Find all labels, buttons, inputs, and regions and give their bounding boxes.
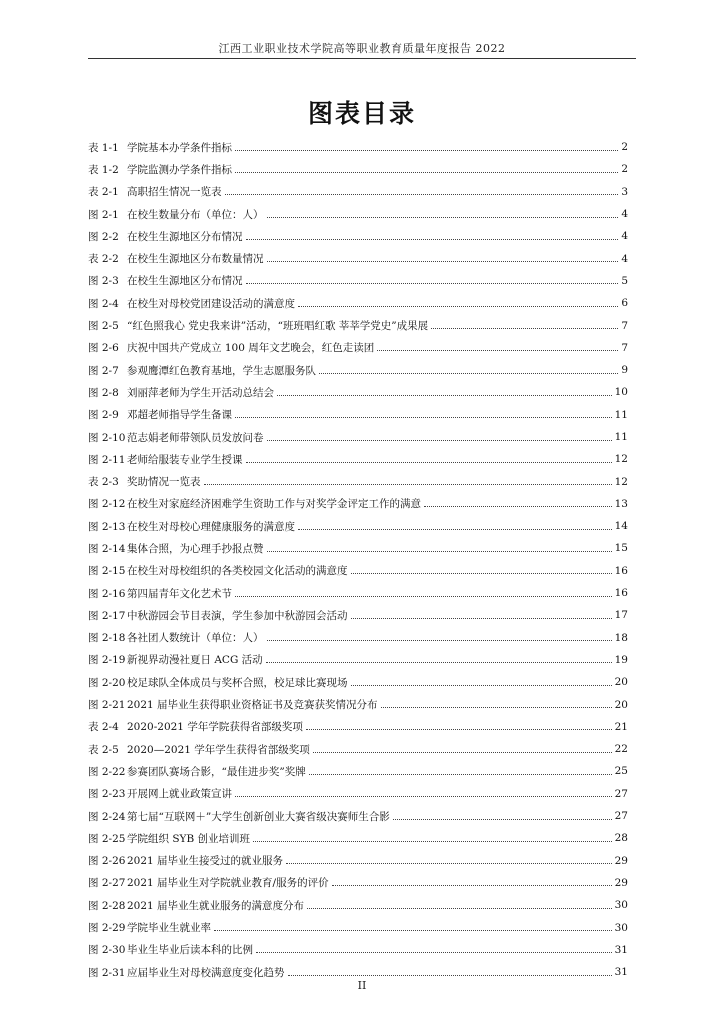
toc-entry-label: 图 2-2	[88, 230, 119, 243]
toc-entry-title: 应届毕业生对母校满意度变化趋势	[127, 966, 285, 979]
toc-dot-leader	[204, 484, 612, 485]
toc-entry-title: 集体合照，为心理手抄报点赞	[127, 542, 264, 555]
toc-entry-title: 2021 届毕业生就业服务的满意度分布	[127, 899, 305, 912]
toc-entry-page: 9	[621, 364, 628, 377]
toc-entry-page: 16	[614, 564, 628, 577]
toc-entry-page: 30	[614, 899, 628, 912]
toc-entry-page: 12	[614, 453, 628, 466]
toc-entry-title: 庆祝中国共产党成立 100 周年文艺晚会，红色走读团	[127, 342, 375, 355]
toc-entry-label: 图 2-18	[88, 632, 126, 645]
toc-entry-title: 2020—2021 学年学生获得省部级奖项	[127, 743, 310, 756]
toc-entry-title: 老师给服装专业学生授课	[127, 453, 243, 466]
toc-entry[interactable]	[88, 359, 628, 381]
toc-entry[interactable]	[88, 493, 628, 515]
toc-entry[interactable]	[88, 404, 628, 426]
header-rule	[88, 58, 636, 59]
toc-entry-page: 14	[614, 520, 628, 533]
toc-entry-label: 图 2-10	[88, 431, 126, 444]
toc-entry-label: 表 2-2	[88, 253, 119, 266]
toc-dot-leader	[214, 930, 612, 931]
toc-entry-page: 13	[614, 497, 628, 510]
toc-dot-leader	[225, 194, 619, 195]
toc-entry-page: 27	[614, 810, 628, 823]
toc-entry-label: 图 2-5	[88, 320, 119, 333]
toc-entry-title: 高职招生情况一览表	[127, 186, 222, 199]
toc-dot-leader	[351, 618, 612, 619]
toc-entry-title: 邓超老师指导学生备课	[127, 409, 232, 422]
toc-dot-leader	[298, 306, 618, 307]
toc-entry[interactable]	[88, 270, 628, 292]
toc-dot-leader	[266, 662, 612, 663]
toc-dot-leader	[235, 417, 612, 418]
toc-dot-leader	[288, 975, 612, 976]
toc-dot-leader	[286, 863, 612, 864]
toc-dot-leader	[393, 819, 612, 820]
toc-entry-title: 在校生对母校党团建设活动的满意度	[127, 297, 295, 310]
toc-entry-title: 2021 届毕业生获得职业资格证书及竞赛获奖情况分布	[127, 699, 378, 712]
toc-entry[interactable]	[88, 627, 628, 649]
toc-dot-leader	[431, 328, 618, 329]
toc-entry[interactable]	[88, 158, 628, 180]
toc-entry-title: 2020-2021 学年学院获得省部级奖项	[127, 721, 303, 734]
toc-entry-label: 图 2-14	[88, 542, 126, 555]
toc-entry[interactable]	[88, 872, 628, 894]
toc-entry-label: 图 2-25	[88, 832, 126, 845]
toc-entry-page: 31	[614, 966, 628, 979]
toc-entry[interactable]	[88, 738, 628, 760]
toc-entry-label: 图 2-9	[88, 409, 119, 422]
toc-entry-page: 19	[614, 653, 628, 666]
toc-dot-leader	[306, 729, 612, 730]
toc-entry[interactable]	[88, 716, 628, 738]
toc-entry-title: 学院组织 SYB 创业培训班	[127, 832, 251, 845]
toc-entry-title: “红色照我心 党史我来讲”活动，“班班唱红歌 莘莘学党史”成果展	[127, 320, 429, 333]
toc-entry-label: 图 2-3	[88, 275, 119, 288]
toc-entry-page: 4	[621, 230, 628, 243]
toc-entry[interactable]	[88, 894, 628, 916]
toc-dot-leader	[267, 217, 619, 218]
toc-entry[interactable]	[88, 337, 628, 359]
toc-entry-title: 刘丽萍老师为学生开活动总结会	[127, 386, 274, 399]
toc-dot-leader	[246, 239, 619, 240]
toc-entry-label: 表 2-3	[88, 476, 119, 489]
toc-entry-page: 20	[614, 698, 628, 711]
toc-dot-leader	[319, 373, 618, 374]
toc-entry-page: 2	[621, 163, 628, 176]
toc-entry[interactable]	[88, 671, 628, 693]
toc-entry-label: 表 2-4	[88, 721, 119, 734]
toc-entry-label: 图 2-11	[88, 453, 126, 466]
toc-entry-title: 参赛团队赛场合影，“最佳进步奖”奖牌	[127, 765, 306, 778]
page-title: 图表目录	[307, 99, 416, 128]
toc-entry-page: 30	[614, 921, 628, 934]
toc-entry-label: 图 2-29	[88, 922, 126, 935]
toc-dot-leader	[267, 640, 612, 641]
toc-entry[interactable]	[88, 203, 628, 225]
toc-entry-label: 图 2-28	[88, 899, 126, 912]
toc-entry-label: 图 2-1	[88, 208, 119, 221]
toc-entry-page: 18	[614, 631, 628, 644]
toc-entry-label: 图 2-27	[88, 877, 126, 890]
toc-dot-leader	[332, 885, 612, 886]
toc-dot-leader	[246, 283, 619, 284]
toc-dot-leader	[256, 952, 612, 953]
toc-entry-page: 22	[614, 743, 628, 756]
toc-dot-leader	[235, 150, 618, 151]
toc-entry[interactable]	[88, 426, 628, 448]
toc-entry-label: 图 2-7	[88, 364, 119, 377]
toc-entry-title: 第七届“互联网＋”大学生创新创业大赛省级决赛师生合影	[127, 810, 390, 823]
toc-entry-page: 29	[614, 876, 628, 889]
toc-dot-leader	[351, 573, 612, 574]
page-number: II	[357, 979, 367, 992]
toc-entry-page: 7	[621, 341, 628, 354]
toc-entry-title: 第四届青年文化艺术节	[127, 587, 232, 600]
toc-entry-title: 新视界动漫社夏日 ACG 活动	[127, 654, 263, 667]
toc-entry-page: 25	[614, 765, 628, 778]
toc-entry-title: 参观鹰潭红色教育基地，学生志愿服务队	[127, 364, 316, 377]
toc-dot-leader	[267, 551, 612, 552]
toc-entry[interactable]	[88, 515, 628, 537]
toc-entry-page: 27	[614, 787, 628, 800]
toc-entry-page: 4	[621, 252, 628, 265]
toc-entry-page: 28	[614, 832, 628, 845]
toc-entry-page: 11	[614, 408, 628, 421]
toc-entry[interactable]	[88, 136, 628, 158]
toc-entry[interactable]	[88, 292, 628, 314]
toc-entry-label: 图 2-12	[88, 498, 126, 511]
toc-entry-page: 4	[621, 208, 628, 221]
toc-entry-title: 2021 届毕业生接受过的就业服务	[127, 855, 284, 868]
toc-entry-title: 各社团人数统计（单位：人）	[127, 632, 264, 645]
toc-dot-leader	[381, 707, 612, 708]
toc-entry[interactable]	[88, 314, 628, 336]
toc-entry-title: 范志娟老师带领队员发放问卷	[127, 431, 264, 444]
toc-entry-page: 2	[621, 141, 628, 154]
toc-entry-label: 图 2-15	[88, 565, 126, 578]
toc-entry[interactable]	[88, 537, 628, 559]
toc-dot-leader	[267, 440, 612, 441]
toc-entry-title: 在校生对母校心理健康服务的满意度	[127, 520, 295, 533]
toc-dot-leader	[307, 908, 612, 909]
toc-entry-label: 图 2-31	[88, 966, 126, 979]
toc-entry-title: 学院监测办学条件指标	[127, 163, 232, 176]
toc-entry[interactable]	[88, 247, 628, 269]
toc-entry-label: 图 2-17	[88, 609, 126, 622]
toc-entry-title: 在校生生源地区分布情况	[127, 275, 243, 288]
toc-entry-label: 图 2-16	[88, 587, 126, 600]
toc-entry-label: 图 2-13	[88, 520, 126, 533]
toc-entry[interactable]	[88, 783, 628, 805]
toc-entry-title: 在校生对家庭经济困难学生资助工作与对奖学金评定工作的满意	[127, 498, 421, 511]
toc-entry-title: 在校生生源地区分布数量情况	[127, 253, 264, 266]
toc-entry[interactable]	[88, 805, 628, 827]
toc-entry[interactable]	[88, 470, 628, 492]
toc-entry-title: 奖助情况一览表	[127, 476, 201, 489]
toc-dot-leader	[277, 395, 612, 396]
toc-dot-leader	[235, 596, 612, 597]
toc-dot-leader	[377, 350, 618, 351]
toc-entry-title: 中秋游园会节目表演，学生参加中秋游园会活动	[127, 609, 348, 622]
toc-entry[interactable]	[88, 939, 628, 961]
toc-entry-title: 学院基本办学条件指标	[127, 141, 232, 154]
toc-entry-page: 31	[614, 943, 628, 956]
toc-entry-label: 图 2-24	[88, 810, 126, 823]
toc-entry-page: 21	[614, 720, 628, 733]
toc-entry-label: 图 2-22	[88, 765, 126, 778]
toc-entry-title: 开展网上就业政策宣讲	[127, 788, 232, 801]
toc-entry-label: 表 1-1	[88, 141, 119, 154]
toc-entry-label: 图 2-20	[88, 676, 126, 689]
toc-entry-page: 3	[621, 185, 628, 198]
toc-entry[interactable]	[88, 850, 628, 872]
toc-entry[interactable]	[88, 225, 628, 247]
toc-entry-title: 在校生数量分布（单位：人）	[127, 208, 264, 221]
toc-entry-label: 表 2-5	[88, 743, 119, 756]
toc-entry-page: 7	[621, 319, 628, 332]
toc-entry[interactable]	[88, 760, 628, 782]
toc-entry-label: 图 2-6	[88, 342, 119, 355]
toc-entry[interactable]	[88, 604, 628, 626]
toc-entry-title: 毕业生毕业后读本科的比例	[127, 944, 253, 957]
toc-dot-leader	[235, 172, 618, 173]
toc-entry-label: 表 1-2	[88, 163, 119, 176]
toc-entry[interactable]	[88, 448, 628, 470]
toc-dot-leader	[351, 685, 612, 686]
toc-entry[interactable]	[88, 381, 628, 403]
toc-entry[interactable]	[88, 916, 628, 938]
toc-entry-page: 5	[621, 274, 628, 287]
toc-entry-title: 在校生对母校组织的各类校园文化活动的满意度	[127, 565, 348, 578]
toc-entry-page: 20	[614, 676, 628, 689]
toc-entry-label: 图 2-4	[88, 297, 119, 310]
toc-dot-leader	[309, 774, 612, 775]
toc-entry[interactable]	[88, 560, 628, 582]
toc-dot-leader	[235, 796, 612, 797]
toc-entry-label: 图 2-23	[88, 788, 126, 801]
toc-dot-leader	[246, 462, 612, 463]
toc-entry-label: 图 2-8	[88, 386, 119, 399]
toc-entry-label: 图 2-30	[88, 944, 126, 957]
toc-entry-page: 6	[621, 297, 628, 310]
toc-entry-label: 图 2-26	[88, 855, 126, 868]
toc-entry-page: 29	[614, 854, 628, 867]
toc-entry-page: 12	[614, 475, 628, 488]
toc-entry[interactable]	[88, 181, 628, 203]
toc-dot-leader	[267, 261, 619, 262]
toc-dot-leader	[298, 529, 612, 530]
toc-dot-leader	[424, 506, 612, 507]
toc-entry[interactable]	[88, 827, 628, 849]
toc-entry-label: 图 2-21	[88, 699, 126, 712]
toc-dot-leader	[253, 841, 612, 842]
toc-dot-leader	[313, 752, 612, 753]
toc-entry-page: 11	[614, 431, 628, 443]
toc-entry-page: 16	[614, 587, 628, 600]
toc-entry-page: 10	[614, 386, 628, 399]
toc-entry-title: 2021 届毕业生对学院就业教育/服务的评价	[127, 877, 329, 890]
toc-entry[interactable]	[88, 693, 628, 715]
toc-entry[interactable]	[88, 649, 628, 671]
toc-entry-title: 在校生生源地区分布情况	[127, 230, 243, 243]
toc-entry-page: 17	[614, 609, 628, 622]
toc-entry-title: 校足球队全体成员与奖杯合照，校足球比赛现场	[127, 676, 348, 689]
toc-entry-page: 15	[614, 542, 628, 555]
toc-entry-title: 学院毕业生就业率	[127, 922, 211, 935]
toc-entry-label: 表 2-1	[88, 186, 119, 199]
toc-list	[88, 136, 628, 983]
toc-entry[interactable]	[88, 582, 628, 604]
running-header: 江西工业职业技术学院高等职业教育质量年度报告 2022	[218, 42, 506, 55]
toc-entry-label: 图 2-19	[88, 654, 126, 667]
